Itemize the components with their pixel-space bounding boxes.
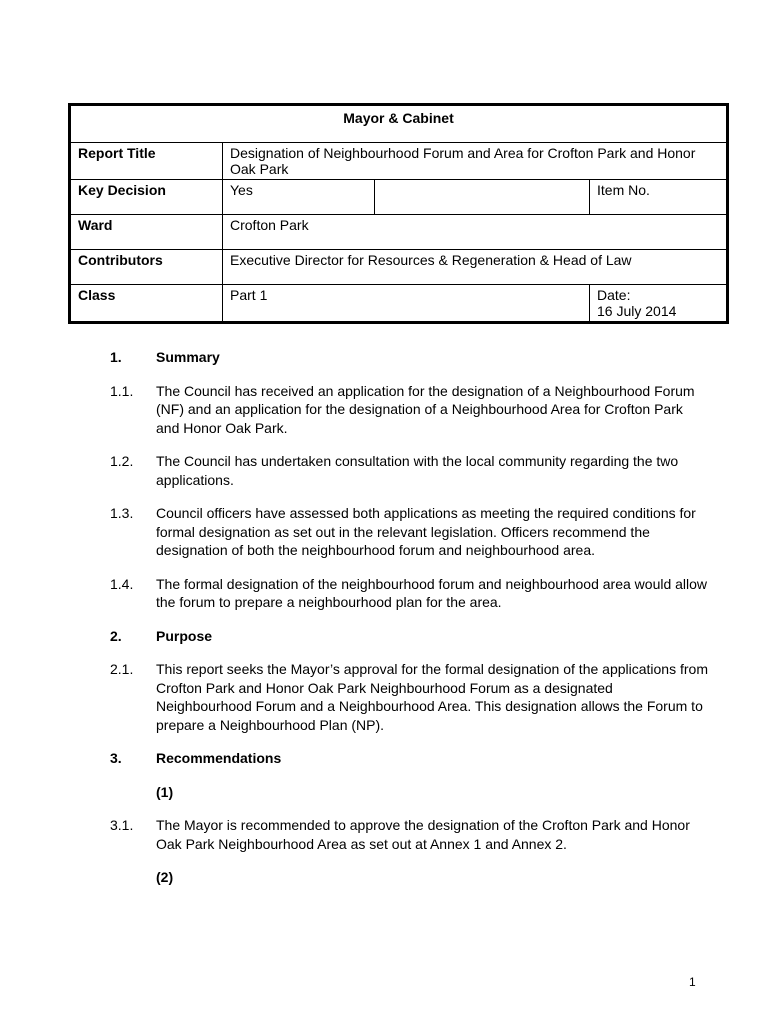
paragraph-text: The Mayor is recommended to approve the designation of the Crofton Park and Honor Oak Park Neighbourhood Area as set out at Annex 1 and Annex 2.	[156, 817, 690, 852]
report-title-value: Designation of Neighbourhood Forum and Area for Crofton Park and Honor Oak Park	[223, 143, 728, 180]
paragraph-number: 3.1.	[110, 817, 134, 833]
section-number: 2.	[110, 627, 122, 644]
item-no-label: Item No.	[590, 180, 728, 215]
paragraph	[110, 575, 710, 612]
paragraph-text: The Council has received an application for the designation of a Neighbourhood Forum (NF) and an application for the designation of a Neighbourhood Area for Crofton Park and Honor Oak Park.	[156, 382, 695, 436]
contributors-label: Contributors	[70, 250, 223, 285]
paragraph	[110, 382, 710, 438]
date-label: Date:	[597, 287, 631, 303]
sub-heading	[110, 783, 710, 802]
paragraph-number: 1.1.	[110, 382, 134, 399]
key-decision-value: Yes	[223, 180, 375, 215]
class-label: Class	[70, 285, 223, 323]
sub-heading	[110, 868, 710, 887]
ward-value: Crofton Park	[223, 215, 728, 250]
date-cell	[590, 285, 728, 323]
paragraph-text: The Council has undertaken consultation with the local community regarding the two applications.	[156, 453, 679, 488]
report-body	[110, 348, 710, 902]
contributors-value: Executive Director for Resources & Regeneration & Head of Law	[223, 250, 728, 285]
paragraph-number: 1.4.	[110, 575, 134, 592]
page-number: 1	[689, 975, 696, 989]
section-heading	[110, 749, 710, 768]
paragraph-text: This report seeks the Mayor’s approval for the formal designation of the applications from Crofton Park and Honor Oak Park Neighbourhood Forum as a designated Neighbourhood Forum and a Neighbourhood Area. This designation allows the Forum to prepare a Neighbourhood Plan (NP).	[156, 661, 708, 733]
committee-title: Mayor & Cabinet	[70, 105, 728, 143]
section-title: Summary	[156, 349, 220, 365]
report-title-label: Report Title	[70, 143, 223, 180]
paragraph-text: Council officers have assessed both applications as meeting the required conditions for formal designation as set out in the relevant legislation. Officers recommend the designation of both the neighbourhood forum and neighbourhood area.	[156, 505, 696, 558]
ward-label: Ward	[70, 215, 223, 250]
class-value: Part 1	[223, 285, 590, 323]
section-heading	[110, 348, 710, 367]
paragraph	[110, 816, 710, 853]
paragraph	[110, 504, 710, 560]
paragraph	[110, 660, 710, 734]
sub-heading-label: (1)	[156, 783, 174, 800]
paragraph	[110, 452, 710, 489]
section-number: 3.	[110, 750, 122, 766]
key-decision-blank-cell	[375, 180, 590, 215]
section-title: Recommendations	[156, 750, 282, 766]
sub-heading-label: (2)	[156, 869, 174, 885]
paragraph-number: 1.3.	[110, 505, 134, 521]
paragraph-number: 1.2.	[110, 453, 134, 469]
paragraph-number: 2.1.	[110, 661, 134, 677]
paragraph-text: The formal designation of the neighbourhood forum and neighbourhood area would allow the forum to prepare a neighbourhood plan for the area.	[156, 575, 708, 610]
key-decision-label: Key Decision	[70, 180, 223, 215]
section-title: Purpose	[156, 627, 213, 644]
date-value: 16 July 2014	[597, 303, 677, 319]
report-header-table	[68, 103, 729, 324]
section-heading	[110, 627, 710, 646]
section-number: 1.	[110, 349, 122, 365]
